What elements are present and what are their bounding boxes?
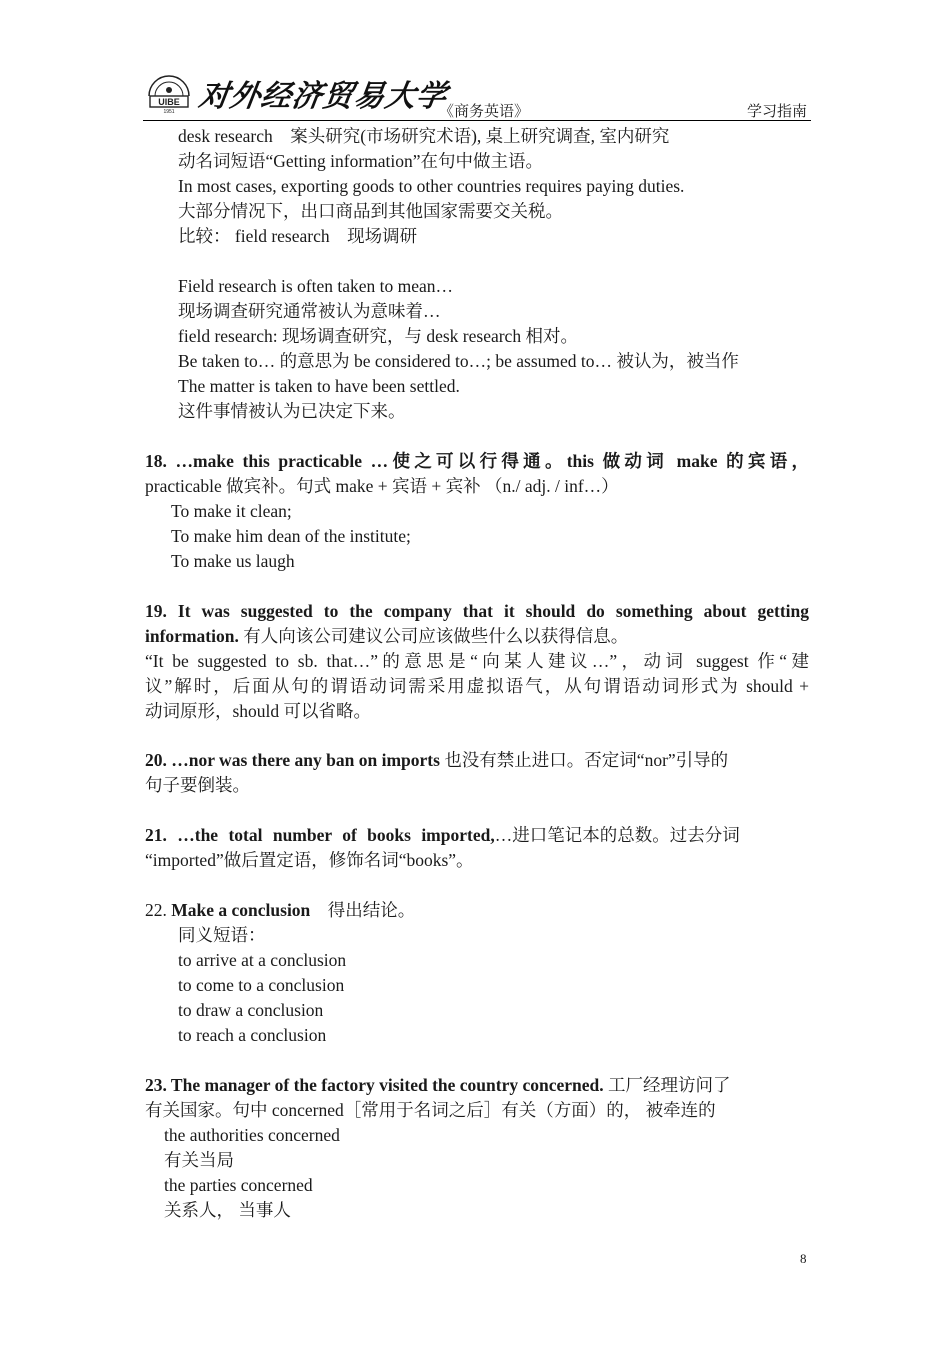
note-22-heading: Make a conclusion [171,900,311,920]
note-22-number: 22. [145,900,172,920]
example-line: To make it clean; [171,501,292,521]
text-line: The matter is taken to have been settled. [178,376,460,396]
text-line: Be taken to… 的意思为 be considered to…; be assumed to… 被认为，被当作 [178,351,739,371]
text-line: desk research 案头研究(市场研究术语), 桌上研究调查, 室内研究 [178,126,670,146]
text-line: 有关国家。句中 concerned［常用于名词之后］有关（方面）的， 被牵连的 [145,1100,716,1120]
text-line: 现场调查研究通常被认为意味着… [178,301,441,321]
logo-wordmark: 对外经济贸易大学 [196,80,450,113]
note-19-heading: 19. It was suggested to the company that it should do something about getting [145,601,809,621]
text-line: 同义短语： [178,925,266,945]
note-20-heading: 20. …nor was there any ban on imports [145,750,440,770]
example-line: To make us laugh [171,551,295,571]
text-line: 比较： field research 现场调研 [178,226,418,246]
example-line: to come to a conclusion [178,975,345,995]
text-line: “It be suggested to sb. that…”的意思是“向某人建议…”，动词 suggest 作“建 [145,651,809,671]
text-span: 工厂经理访问了 [603,1075,731,1095]
header-rule [143,120,811,121]
example-line: the parties concerned [164,1175,313,1195]
text-line: “imported”做后置定语，修饰名词“books”。 [145,850,474,870]
university-logo [143,68,450,114]
university-seal-icon [143,70,195,114]
page-number: 8 [800,1251,807,1266]
text-line: 这件事情被认为已决定下来。 [178,401,406,421]
example-line: 有关当局 [164,1150,234,1170]
text-line: In most cases, exporting goods to other countries requires paying duties. [178,176,685,196]
note-23-heading: 23. The manager of the factory visited the country concerned. [145,1075,604,1095]
text-span: 也没有禁止进口。否定词“nor”引导的 [439,750,729,770]
note-18-heading: 18. …make this practicable …使之可以行得通。this 做动词 make 的宾语， [145,451,809,471]
text-line [145,1074,731,1096]
text-line [145,749,728,771]
text-span: 有人向该公司建议公司应该做些什么以获得信息。 [238,626,629,646]
section-title: 学习指南 [746,104,807,120]
text-line: 动词原形，should 可以省略。 [145,701,372,721]
example-line: 关系人， 当事人 [164,1200,291,1220]
text-span: …进口笔记本的总数。过去分词 [494,825,740,845]
text-line: 句子要倒装。 [145,775,250,795]
text-line: field research: 现场调查研究，与 desk research 相对。 [178,326,578,346]
example-line: to draw a conclusion [178,1000,324,1020]
example-line: to arrive at a conclusion [178,950,347,970]
text-span: 得出结论。 [310,900,416,920]
text-line: 议”解时，后面从句的谓语动词需采用虚拟语气，从句谓语动词形式为 should + [145,676,809,696]
text-line: 动名词短语“Getting information”在句中做主语。 [178,151,544,171]
example-line: the authorities concerned [164,1125,340,1145]
page-header [143,66,811,122]
example-line: To make him dean of the institute; [171,526,411,546]
text-line [145,625,628,647]
text-line: 大部分情况下，出口商品到其他国家需要交关税。 [178,201,563,221]
text-line: practicable 做宾补。句式 make + 宾语 + 宾补 （n./ adj. / inf…） [145,476,619,496]
svg-text:1951: 1951 [163,109,175,114]
text-line: Field research is often taken to mean… [178,276,454,296]
course-title: 《商务英语》 [439,104,530,120]
example-line: to reach a conclusion [178,1025,327,1045]
text-line [145,899,415,921]
text-line [145,824,740,846]
note-21-heading: 21. …the total number of books imported, [145,825,495,845]
note-19-heading-end: information. [145,626,239,646]
svg-text:UIBE: UIBE [158,97,180,107]
